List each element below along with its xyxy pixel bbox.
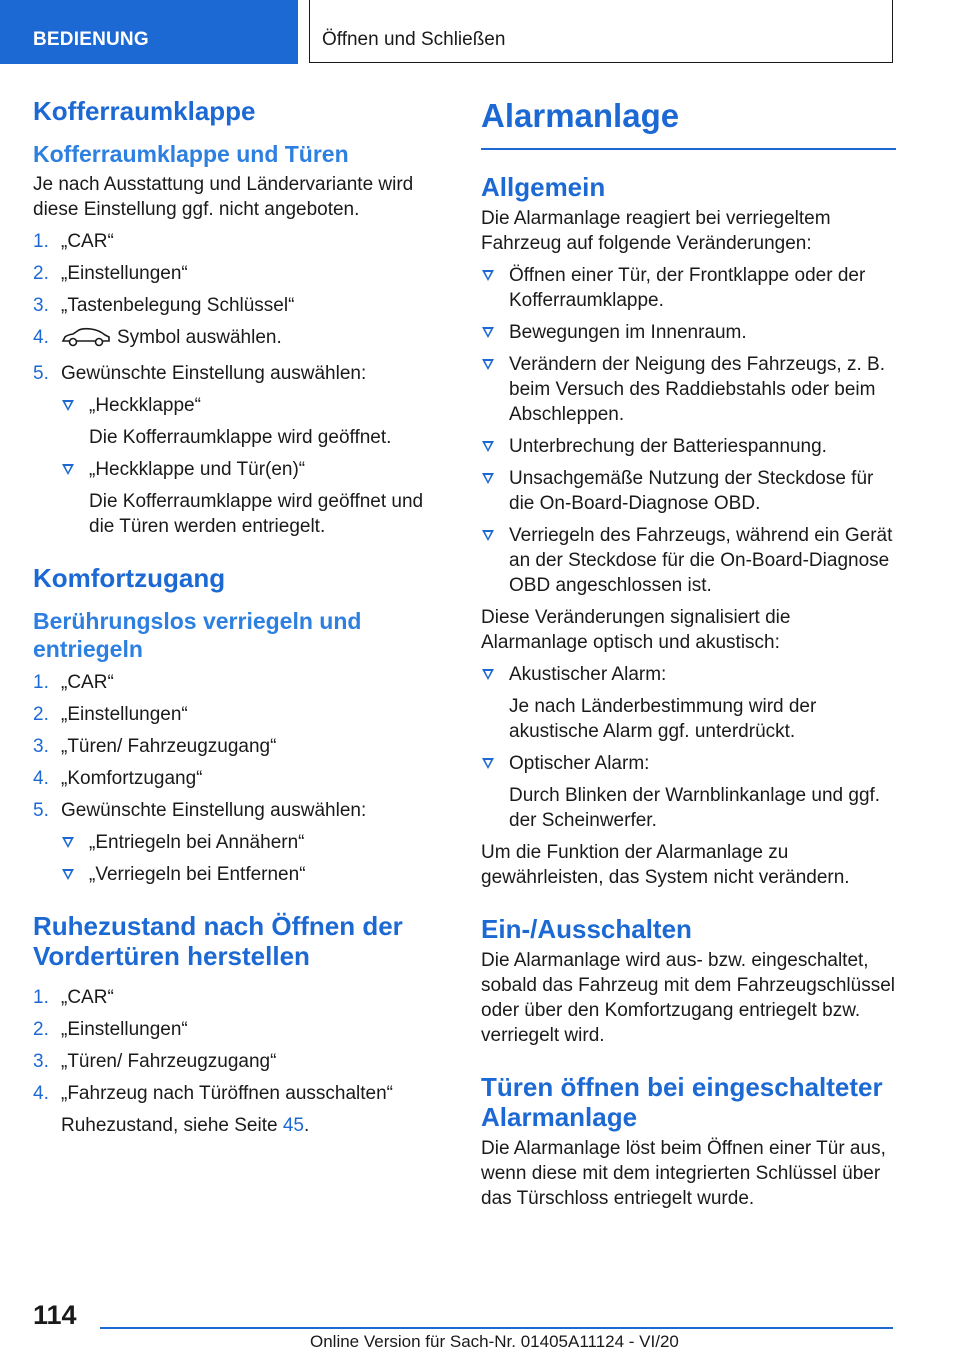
heading-ruhezustand: Ruhezustand nach Öffnen der Vordertüren herstellen	[33, 911, 403, 971]
step-item: 5. Gewünschte Einstellung auswählen:	[33, 363, 367, 384]
section-title: BEDIENUNG	[33, 29, 149, 50]
chapter-title: Öffnen und Schließen	[322, 29, 506, 50]
triangle-bullet-icon	[482, 441, 494, 452]
paragraph-tueren-oeffnen: Die Alarmanlage löst beim Öffnen einer Tür aus, wenn diese mit dem integrierten Schlüssel über das Türschloss entriegelt wurde.	[481, 1138, 886, 1209]
right-column	[481, 96, 896, 1211]
paragraph-function: Um die Funktion der Alarmanlage zu gewährleisten, das System nicht verändern.	[481, 842, 850, 888]
page-link[interactable]: 45	[282, 1115, 304, 1136]
step-item: 3. „Türen/ Fahrzeugzugang“	[33, 736, 277, 757]
list-item: Bewegungen im Innenraum.	[481, 320, 896, 345]
steps-list-2	[33, 670, 443, 823]
paragraph-alarm-intro: Die Alarmanlage reagiert bei verriegeltem Fahrzeug auf folgende Veränderungen:	[481, 208, 831, 254]
footer-rule	[100, 1327, 893, 1329]
paragraph-ein-ausschalten: Die Alarmanlage wird aus- bzw. eingeschaltet, sobald das Fahrzeug mit dem Fahrzeugschlüssel oder über den Komfortzugang entriegelt bzw. verriegelt wird.	[481, 950, 895, 1046]
step-item: 4. Symbol auswählen.	[33, 325, 443, 354]
step-item: 4. „Komfortzugang“	[33, 768, 203, 789]
triangle-bullet-icon	[62, 869, 74, 880]
step-item: 3. „Tastenbelegung Schlüssel“	[33, 295, 295, 316]
heading-rule	[481, 148, 896, 150]
page-reference-note: Ruhezustand, siehe Seite 45.	[61, 1115, 310, 1136]
triangle-bullet-icon	[62, 837, 74, 848]
subheading-beruehrungslos: Berührungslos verriegeln und entriegeln	[33, 608, 362, 662]
section-tab	[0, 0, 298, 64]
left-column	[33, 96, 443, 1138]
step-item: 5. Gewünschte Einstellung auswählen:	[33, 800, 367, 821]
triangle-bullet-icon	[62, 400, 74, 411]
list-item: Unterbrechung der Batteriespannung.	[481, 434, 896, 459]
step-item: 1. „CAR“	[33, 987, 114, 1008]
list-item: Unsachgemäße Nutzung der Steckdose für die On-Board-Diagnose OBD.	[481, 466, 896, 516]
triangle-bullet-icon	[482, 327, 494, 338]
option-item: „Entriegeln bei Annähern“	[61, 830, 443, 855]
subheading-kofferraumklappe-tueren: Kofferraumklappe und Türen	[33, 141, 349, 167]
triangle-bullet-icon	[482, 359, 494, 370]
car-icon	[61, 327, 111, 354]
options-list-1	[61, 393, 443, 539]
footer-version-text: Online Version für Sach-Nr. 01405A11124 - VI/20	[310, 1332, 679, 1351]
option-item: „Heckklappe“ Die Kofferraumklappe wird geöffnet.	[61, 393, 443, 450]
step-item: 1. „CAR“	[33, 672, 114, 693]
list-item: Verändern der Neigung des Fahrzeugs, z. B. beim Versuch des Raddiebstahls oder beim Abschleppen.	[481, 352, 896, 427]
heading-allgemein: Allgemein	[481, 172, 606, 202]
triangle-bullet-icon	[482, 530, 494, 541]
step-item: 1. „CAR“	[33, 231, 114, 252]
triangle-bullet-icon	[62, 464, 74, 475]
step-item: 2. „Einstellungen“	[33, 1019, 188, 1040]
list-item: Verriegeln des Fahrzeugs, während ein Gerät an der Steckdose für die On-Board-Diagnose OBD angeschlossen ist.	[481, 523, 896, 598]
triangle-bullet-icon	[482, 270, 494, 281]
step-item: 2. „Einstellungen“	[33, 263, 188, 284]
triangle-bullet-icon	[482, 669, 494, 680]
steps-list-1	[33, 229, 443, 386]
options-list-2	[61, 830, 443, 887]
step-item: 3. „Türen/ Fahrzeugzugang“	[33, 1051, 277, 1072]
changes-list	[481, 263, 896, 598]
page-number: 114	[33, 1300, 77, 1330]
heading-tueren-oeffnen: Türen öffnen bei eingeschalteter Alarmanlage	[481, 1072, 883, 1132]
steps-list-3	[33, 985, 443, 1106]
heading-alarmanlage: Alarmanlage	[481, 97, 680, 134]
step-item: 4. „Fahrzeug nach Türöffnen ausschalten“	[33, 1083, 393, 1104]
option-item: „Heckklappe und Tür(en)“ Die Kofferraumklappe wird geöffnet und die Türen werden entriegelt.	[61, 457, 443, 539]
heading-ein-ausschalten: Ein-/Ausschalten	[481, 914, 692, 944]
list-item: Optischer Alarm: Durch Blinken der Warnblinkanlage und ggf. der Scheinwerfer.	[481, 751, 896, 833]
triangle-bullet-icon	[482, 473, 494, 484]
list-item: Öffnen einer Tür, der Frontklappe oder der Kofferraumklappe.	[481, 263, 896, 313]
alarm-types-list	[481, 662, 896, 833]
chapter-tab	[309, 0, 893, 63]
step-item: 2. „Einstellungen“	[33, 704, 188, 725]
paragraph-signal: Diese Veränderungen signalisiert die Alarmanlage optisch und akustisch:	[481, 607, 791, 653]
triangle-bullet-icon	[482, 758, 494, 769]
option-item: „Verriegeln bei Entfernen“	[61, 862, 443, 887]
paragraph-intro: Je nach Ausstattung und Ländervariante wird diese Einstellung ggf. nicht angeboten.	[33, 174, 414, 220]
heading-komfortzugang: Komfortzugang	[33, 563, 226, 593]
list-item: Akustischer Alarm: Je nach Länderbestimmung wird der akustische Alarm ggf. unterdrückt.	[481, 662, 896, 744]
heading-kofferraumklappe: Kofferraumklappe	[33, 96, 256, 126]
